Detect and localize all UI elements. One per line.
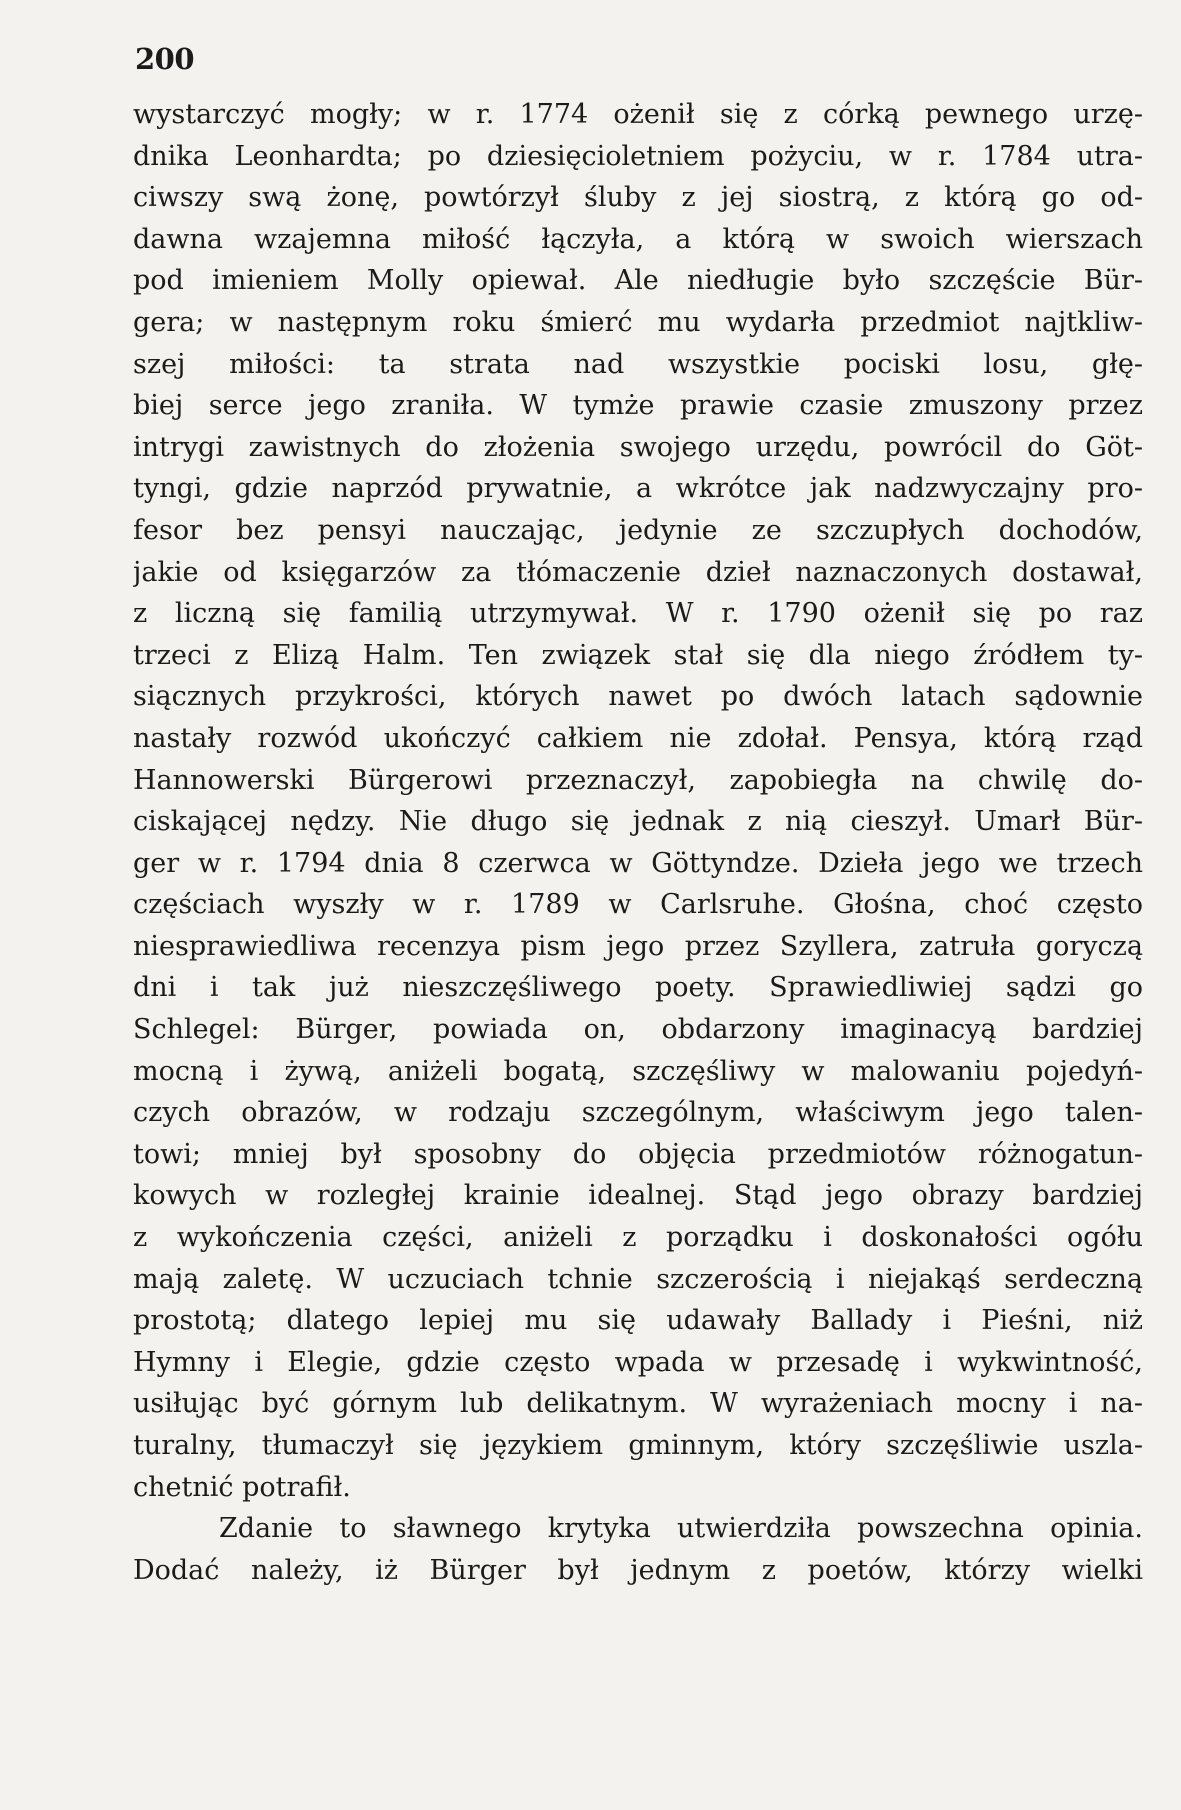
text-line: mają zaletę. W uczuciach tchnie szczerością i niejakąś serdeczną [133, 1263, 1143, 1295]
text-line: szej miłości: ta strata nad wszystkie pociski losu, głę- [133, 348, 1143, 380]
body-text [133, 94, 1143, 1591]
text-line: Hannowerski Bürgerowi przeznaczył, zapobiegła na chwilę do- [133, 764, 1143, 796]
page-number: 200 [135, 42, 195, 76]
text-line: ger w r. 1794 dnia 8 czerwca w Göttyndze. Dzieła jego we trzech [133, 847, 1143, 879]
text-line: dni i tak już nieszczęśliwego poety. Sprawiedliwiej sądzi go [133, 972, 1143, 1004]
text-line: nastały rozwód ukończyć całkiem nie zdołał. Pensya, którą rząd [133, 722, 1143, 754]
text-line: z liczną się familią utrzymywał. W r. 1790 ożenił się po raz [133, 598, 1143, 630]
text-line: Zdanie to sławnego krytyka utwierdziła powszechna opinia. [219, 1513, 1143, 1545]
text-line: Dodać należy, iż Bürger był jednym z poetów, którzy wielki [133, 1554, 1143, 1586]
text-line: biej serce jego zraniła. W tymże prawie czasie zmuszony przez [133, 390, 1143, 422]
text-line: trzeci z Elizą Halm. Ten związek stał się dla niego źródłem ty- [133, 639, 1143, 671]
text-line: Hymny i Elegie, gdzie często wpada w przesadę i wykwintność, [133, 1346, 1143, 1378]
text-line: dnika Leonhardta; po dziesięcioletniem pożyciu, w r. 1784 utra- [133, 140, 1143, 172]
text-line: Schlegel: Bürger, powiada on, obdarzony imaginacyą bardziej [133, 1014, 1143, 1046]
text-line: tyngi, gdzie naprzód prywatnie, a wkrótce jak nadzwyczajny pro- [133, 473, 1143, 505]
text-line: czych obrazów, w rodzaju szczególnym, właściwym jego talen- [133, 1097, 1143, 1129]
text-line: z wykończenia części, aniżeli z porządku i doskonałości ogółu [133, 1222, 1143, 1254]
text-line: dawna wzajemna miłość łączyła, a którą w swoich wierszach [133, 223, 1143, 255]
text-line: towi; mniej był sposobny do objęcia przedmiotów różnogatun- [133, 1138, 1143, 1170]
text-line: mocną i żywą, aniżeli bogatą, szczęśliwy w malowaniu pojedyń- [133, 1055, 1143, 1087]
text-line: prostotą; dlatego lepiej mu się udawały Ballady i Pieśni, niż [133, 1305, 1143, 1337]
text-line: siącznych przykrości, których nawet po dwóch latach sądownie [133, 681, 1143, 713]
text-line: intrygi zawistnych do złożenia swojego urzędu, powrócil do Göt- [133, 431, 1143, 463]
text-line: turalny, tłumaczył się językiem gminnym, który szczęśliwie uszla- [133, 1430, 1143, 1461]
text-line: ciskającej nędzy. Nie długo się jednak z nią cieszył. Umarł Bür- [133, 806, 1143, 838]
text-line: chetnić potrafił. [133, 1471, 351, 1503]
text-line: fesor bez pensyi nauczając, jedynie ze szczupłych dochodów, [133, 514, 1143, 546]
text-line: usiłując być górnym lub delikatnym. W wyrażeniach mocny i na- [133, 1388, 1143, 1420]
text-line: pod imieniem Molly opiewał. Ale niedługie było szczęście Bür- [133, 265, 1143, 297]
text-line: wystarczyć mogły; w r. 1774 ożenił się z córką pewnego urzę- [133, 99, 1143, 130]
text-line: częściach wyszły w r. 1789 w Carlsruhe. Głośna, choć często [133, 889, 1143, 921]
text-line: niesprawiedliwa recenzya pism jego przez Szyllera, zatruła goryczą [133, 930, 1143, 962]
text-line: jakie od księgarzów za tłómaczenie dzieł naznaczonych dostawał, [133, 556, 1143, 588]
text-line: gera; w następnym roku śmierć mu wydarła przedmiot najtkliw- [133, 306, 1143, 338]
text-line: kowych w rozległej krainie idealnej. Stąd jego obrazy bardziej [133, 1180, 1143, 1212]
text-line: ciwszy swą żonę, powtórzył śluby z jej siostrą, z którą go od- [133, 182, 1143, 214]
